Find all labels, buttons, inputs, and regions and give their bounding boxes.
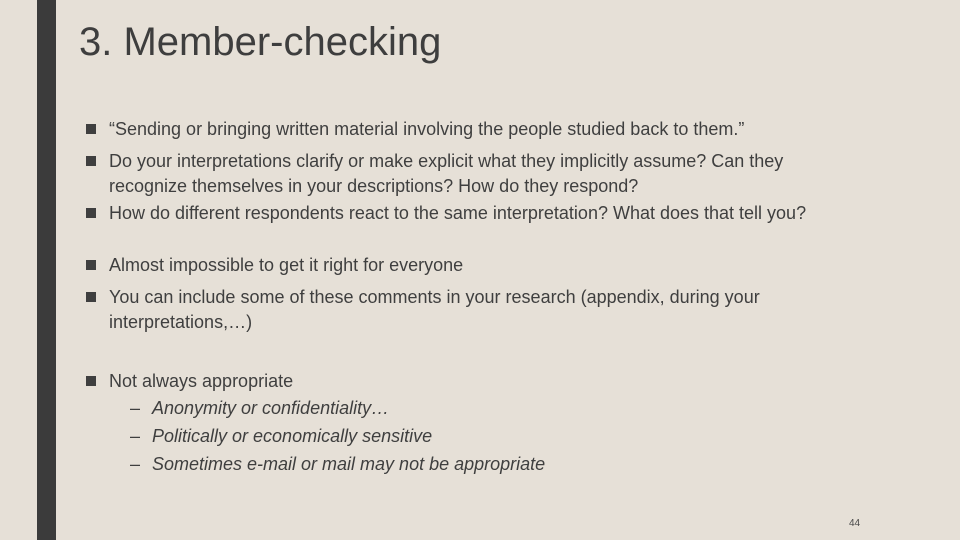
subitem: [130, 424, 432, 449]
bullet-item: [86, 201, 846, 226]
page-number: 44: [849, 518, 861, 529]
subitem: [130, 452, 545, 477]
square-bullet-icon: [86, 124, 96, 134]
bullet-item: [86, 285, 846, 335]
dash-bullet-icon: –: [130, 426, 141, 446]
square-bullet-icon: [86, 260, 96, 270]
bullet-text: Almost impossible to get it right for everyone: [109, 255, 464, 275]
dash-bullet-icon: –: [130, 398, 141, 418]
dash-bullet-icon: –: [130, 454, 141, 474]
bullet-text: Do your interpretations clarify or make explicit what they implicitly assume? Can they recognize themselves in your descriptions? How do they respond?: [109, 151, 784, 196]
bullet-text: Not always appropriate: [109, 371, 294, 391]
bullet-item: [86, 149, 846, 199]
bullet-text: “Sending or bringing written material involving the people studied back to them.”: [109, 119, 745, 139]
bullet-item: [86, 253, 846, 278]
bullet-text: You can include some of these comments in your research (appendix, during your interpretations,…): [109, 287, 760, 332]
square-bullet-icon: [86, 208, 96, 218]
bullet-text: How do different respondents react to the same interpretation? What does that tell you?: [109, 203, 807, 223]
square-bullet-icon: [86, 376, 96, 386]
left-accent-bar: [37, 0, 56, 540]
subitem: [130, 396, 389, 421]
bullet-item: [86, 369, 846, 394]
subitem-text: Sometimes e-mail or mail may not be appropriate: [152, 454, 546, 474]
subitem-text: Politically or economically sensitive: [152, 426, 433, 446]
bullet-item: [86, 117, 846, 142]
slide-title: 3. Member-checking: [79, 20, 442, 64]
square-bullet-icon: [86, 292, 96, 302]
square-bullet-icon: [86, 156, 96, 166]
subitem-text: Anonymity or confidentiality…: [152, 398, 390, 418]
